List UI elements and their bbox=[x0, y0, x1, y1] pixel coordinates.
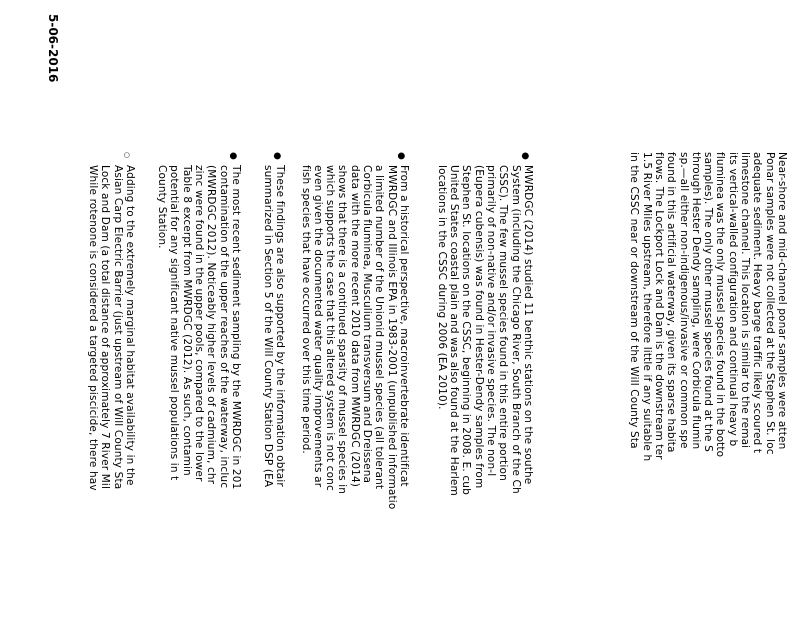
text-line: in the CSSC near or downstream of the Will County Sta bbox=[628, 152, 641, 449]
bullet-icon: ● bbox=[272, 152, 282, 160]
text-line: Asian Carp Electric Barrier (just upstream of Will County Sta bbox=[111, 165, 124, 490]
text-line: 1.5 River Miles upstream, therefore little if any suitable h bbox=[640, 152, 653, 462]
text-line: found in this artificial waterway, given its sparse habita bbox=[665, 152, 678, 453]
text-line: System (including the Chicago River, South Branch of the Ch bbox=[509, 165, 522, 494]
text-line: which supports the case that this altered system is not conc bbox=[324, 165, 337, 491]
text-line: MWRDGC (2014) studied 11 benthic stations on the southe bbox=[522, 165, 534, 485]
text-line: MWRDGC and Illinois EPA in 1983-2001 (unpublished informatio bbox=[385, 165, 398, 510]
text-line: contamination of the upper reaches of the waterway, incluc bbox=[217, 165, 230, 489]
bullet-icon: ● bbox=[228, 152, 238, 160]
text-line: Lock and Dam (a total distance of approximately 7 River Mil bbox=[99, 165, 112, 490]
text-line: County Station. bbox=[156, 165, 169, 249]
text-line: locations in the CSSC during 2006 (EA 2010). bbox=[435, 165, 448, 410]
text-line: These findings are also supported by the information obtair bbox=[274, 165, 286, 487]
text-line: Corbicula fluminea, Musculium transversum and Dreissena bbox=[361, 165, 374, 484]
text-line: shows that there is a continued sparsity of mussel species in bbox=[336, 165, 349, 495]
text-line: zinc were found in the upper pools, compared to the lower bbox=[193, 165, 206, 482]
bullet-icon: ○ bbox=[123, 152, 131, 159]
text-line: The most recent sediment sampling by the MWRDGC in 201 bbox=[230, 165, 242, 490]
text-line: Table 8 excerpt from MWRDGC (2012). As such, contamin bbox=[180, 165, 193, 476]
text-line: flows. The Lockport Lock and Dam is the downstream ter bbox=[653, 152, 665, 460]
text-line: fish species that have occurred over this time period. bbox=[299, 165, 312, 454]
footer-date: 5-06-2016 bbox=[46, 14, 60, 83]
text-line: samples). The only other mussel species found at the S bbox=[702, 152, 715, 452]
text-line: sp.—all either non-indigenous/invasive or common spe bbox=[677, 152, 690, 449]
text-line: limestone channel. This location is similar to the remai bbox=[739, 152, 752, 449]
text-line: (MWRDGC 2012). Noticeably higher levels of cadmium, chr bbox=[205, 165, 218, 485]
bullet-icon: ● bbox=[520, 152, 530, 160]
text-line: primarily of non-native and/or invasive species. The non-l bbox=[485, 165, 498, 477]
text-line: summarized in Section 5 of the Will County Station DSP (EA bbox=[261, 165, 274, 488]
text-line: From a historical perspective, macroinvertebrate identificat bbox=[398, 165, 410, 487]
bullet-icon: ● bbox=[396, 152, 406, 160]
text-line: its vertical-walled configuration and continual heavy b bbox=[726, 152, 739, 447]
text-line: fluminea was the only mussel species found in the botto bbox=[714, 152, 727, 458]
text-line: CSSC). The few mussel species found in this entire portion bbox=[497, 165, 510, 481]
text-line: Near-shore and mid-channel ponar samples were atten bbox=[776, 152, 788, 450]
text-line: United States coastal plain and was also found at the Harlem bbox=[448, 165, 461, 496]
text-line: Stephen St. locations on the CSSC, beginning in 2008. E. cub bbox=[460, 165, 473, 495]
text-line: adequate sediment. Heavy barge traffic likely scoured t bbox=[751, 152, 764, 454]
text-line: Ponar samples were not collected at the Stephen St. loc bbox=[763, 152, 776, 455]
text-line: through Hester Dendy sampling, were Corbicula flumin bbox=[689, 152, 702, 450]
text-line: (Eupera cubensis) was found in Hester-Dendy samples from bbox=[472, 165, 485, 489]
text-line: Adding to the extremely marginal habitat availability in the bbox=[124, 165, 136, 486]
text-line: even given the documented water quality improvements ar bbox=[311, 165, 324, 488]
text-line: potential for any significant native mussel populations in t bbox=[168, 165, 181, 481]
text-line: While rotenone is considered a targeted piscicide, there hav bbox=[87, 165, 100, 491]
text-line: a limited number of the Unionid mussel species (all tolerant bbox=[373, 165, 386, 490]
text-line: data with the more recent 2010 data from MWRDGC (2014) bbox=[348, 165, 361, 488]
